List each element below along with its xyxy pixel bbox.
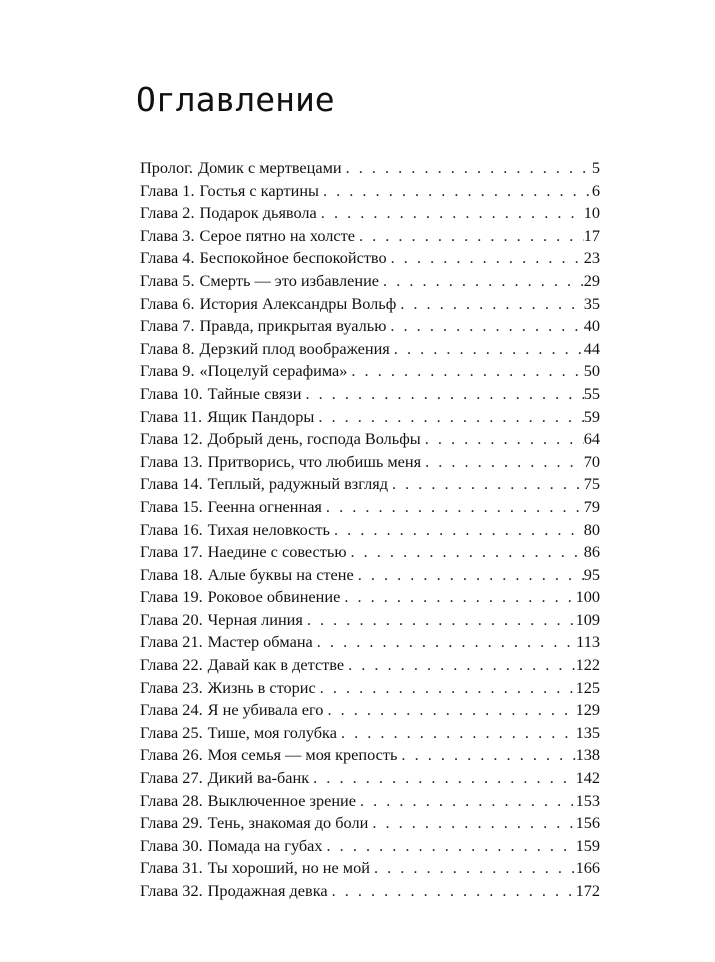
toc-page-number: 35	[583, 293, 600, 313]
dot-leader	[390, 315, 583, 338]
toc-chapter-number: Глава 27.	[140, 768, 203, 788]
dot-leader	[344, 586, 575, 609]
toc-page-number: 113	[576, 632, 600, 652]
toc-page-number: 100	[575, 587, 600, 607]
dot-leader	[394, 338, 584, 361]
toc-entry	[140, 293, 600, 316]
toc-entry-label	[140, 315, 390, 338]
dot-leader	[358, 564, 584, 587]
toc-page-number: 40	[583, 316, 600, 336]
toc-chapter-number: Глава 32.	[140, 881, 203, 900]
toc-entry	[140, 338, 600, 361]
toc-entry	[140, 631, 600, 654]
toc-entry-label	[140, 654, 348, 677]
toc-chapter-title: Смерть — это избавление	[199, 270, 380, 290]
toc-page-number: 5	[591, 158, 600, 177]
toc-entry-label	[140, 767, 313, 790]
toc-entry	[140, 519, 600, 542]
toc-chapter-number: Глава 28.	[140, 790, 203, 810]
toc-entry	[140, 428, 600, 451]
toc-entry-label	[140, 496, 326, 519]
toc-entry	[140, 315, 600, 338]
toc-chapter-number: Глава 20.	[140, 609, 203, 629]
toc-chapter-title: Ящик Пандоры	[207, 406, 315, 426]
toc-entry	[140, 790, 600, 813]
toc-chapter-title: Геенна огненная	[207, 496, 322, 516]
toc-chapter-title: Тайные связи	[207, 383, 302, 403]
toc-chapter-number: Глава 26.	[140, 745, 203, 765]
toc-chapter-title: Помада на губах	[207, 835, 323, 855]
toc-chapter-number: Глава 19.	[140, 587, 203, 607]
toc-entry	[140, 744, 600, 767]
toc-entry	[140, 202, 600, 225]
toc-chapter-title: История Александры Вольф	[199, 293, 397, 313]
toc-page-number: 142	[575, 768, 600, 788]
toc-page-number: 55	[583, 383, 600, 403]
toc-chapter-title: Наедине с совестью	[207, 542, 347, 562]
toc-page-number: 109	[575, 609, 600, 629]
toc-entry	[140, 473, 600, 496]
toc-entry-label	[140, 338, 394, 361]
toc-entry-label	[140, 631, 317, 654]
dot-leader	[320, 677, 576, 700]
dot-leader	[348, 654, 575, 677]
toc-entry-label	[140, 202, 321, 225]
toc-chapter-number: Пролог.	[140, 158, 194, 177]
toc-entry-label	[140, 812, 372, 835]
toc-chapter-number: Глава 7.	[140, 316, 195, 336]
toc-page-number: 172	[575, 881, 600, 900]
toc-chapter-title: Тише, моя голубка	[207, 722, 337, 742]
dot-leader	[317, 631, 576, 654]
toc-entry-label	[140, 609, 307, 632]
table-of-contents	[140, 157, 600, 903]
toc-entry	[140, 225, 600, 248]
toc-entry-label	[140, 157, 346, 180]
toc-entry	[140, 857, 600, 880]
dot-leader	[400, 293, 583, 316]
toc-entry-label	[140, 857, 374, 880]
toc-chapter-number: Глава 15.	[140, 496, 203, 516]
toc-chapter-title: Ты хороший, но не мой	[207, 858, 370, 878]
toc-chapter-title: Дикий ва-банк	[207, 768, 310, 788]
toc-entry	[140, 406, 600, 429]
toc-chapter-number: Глава 31.	[140, 858, 203, 878]
toc-entry-label	[140, 270, 383, 293]
toc-chapter-title: Тень, знакомая до боли	[207, 813, 369, 833]
dot-leader	[305, 383, 583, 406]
dot-leader	[401, 744, 575, 767]
toc-entry-label	[140, 225, 359, 248]
toc-entry-label	[140, 293, 400, 316]
toc-chapter-title: Выключенное зрение	[207, 790, 356, 810]
toc-chapter-title: Моя семья — моя крепость	[207, 745, 398, 765]
toc-chapter-title: Притворись, что любишь меня	[207, 451, 422, 471]
toc-page-number: 79	[583, 496, 600, 516]
toc-entry	[140, 880, 600, 903]
toc-entry-label	[140, 790, 360, 813]
toc-chapter-number: Глава 17.	[140, 542, 203, 562]
dot-leader	[323, 180, 590, 203]
toc-page-number: 10	[583, 203, 600, 223]
toc-chapter-title: Алые буквы на стене	[207, 564, 354, 584]
toc-entry-label	[140, 880, 332, 903]
toc-page-number: 75	[583, 474, 600, 494]
toc-page-number: 138	[575, 745, 600, 765]
toc-chapter-number: Глава 21.	[140, 632, 203, 652]
toc-entry-label	[140, 451, 425, 474]
page-title: Оглавление	[136, 80, 335, 119]
dot-leader	[374, 857, 576, 880]
toc-entry	[140, 654, 600, 677]
toc-chapter-title: Гостья с картины	[199, 180, 319, 200]
toc-entry-label	[140, 677, 320, 700]
toc-chapter-number: Глава 22.	[140, 655, 203, 675]
dot-leader	[372, 812, 575, 835]
toc-page-number: 80	[583, 519, 600, 539]
toc-entry-label	[140, 699, 327, 722]
toc-chapter-title: Роковое обвинение	[207, 587, 341, 607]
toc-entry-label	[140, 383, 305, 406]
toc-chapter-title: Продажная девка	[207, 881, 328, 900]
toc-page-number: 6	[591, 180, 600, 200]
toc-entry-label	[140, 564, 358, 587]
toc-page-number: 70	[583, 451, 600, 471]
toc-entry	[140, 835, 600, 858]
dot-leader	[318, 406, 583, 429]
toc-page-number: 95	[583, 564, 600, 584]
toc-page-number: 122	[575, 655, 600, 675]
toc-chapter-title: Добрый день, господа Вольфы	[207, 429, 421, 449]
toc-chapter-number: Глава 11.	[140, 406, 203, 426]
toc-chapter-title: Дерзкий плод воображения	[199, 338, 390, 358]
toc-chapter-title: Тихая неловкость	[207, 519, 330, 539]
toc-entry-label	[140, 541, 351, 564]
dot-leader	[392, 473, 584, 496]
dot-leader	[360, 790, 576, 813]
toc-chapter-number: Глава 14.	[140, 474, 203, 494]
toc-page-number: 44	[583, 338, 600, 358]
toc-entry	[140, 722, 600, 745]
toc-chapter-number: Глава 16.	[140, 519, 203, 539]
dot-leader	[334, 519, 584, 542]
toc-entry	[140, 180, 600, 203]
dot-leader	[321, 202, 584, 225]
dot-leader	[383, 270, 584, 293]
toc-entry-label	[140, 722, 341, 745]
toc-chapter-title: Беспокойное беспокойство	[199, 248, 387, 268]
toc-page-number: 153	[575, 790, 600, 810]
toc-page-number: 59	[583, 406, 600, 426]
toc-chapter-title: Серое пятно на холсте	[199, 225, 355, 245]
toc-chapter-number: Глава 5.	[140, 270, 195, 290]
toc-entry	[140, 699, 600, 722]
toc-chapter-number: Глава 24.	[140, 700, 203, 720]
toc-entry	[140, 564, 600, 587]
toc-entry	[140, 451, 600, 474]
dot-leader	[327, 835, 576, 858]
toc-entry	[140, 767, 600, 790]
toc-chapter-number: Глава 13.	[140, 451, 203, 471]
toc-entry-label	[140, 835, 327, 858]
toc-chapter-number: Глава 3.	[140, 225, 195, 245]
toc-chapter-number: Глава 1.	[140, 180, 195, 200]
dot-leader	[307, 609, 576, 632]
toc-chapter-title: Мастер обмана	[207, 632, 313, 652]
toc-entry	[140, 157, 600, 180]
dot-leader	[351, 360, 583, 383]
toc-chapter-number: Глава 2.	[140, 203, 195, 223]
toc-chapter-title: Домик с мертвецами	[198, 158, 342, 177]
toc-entry-label	[140, 180, 323, 203]
toc-entry-label	[140, 360, 351, 383]
toc-chapter-number: Глава 29.	[140, 813, 203, 833]
toc-chapter-number: Глава 12.	[140, 429, 203, 449]
toc-entry	[140, 496, 600, 519]
toc-chapter-number: Глава 6.	[140, 293, 195, 313]
toc-chapter-number: Глава 8.	[140, 338, 195, 358]
dot-leader	[346, 157, 590, 180]
toc-entry	[140, 270, 600, 293]
dot-leader	[313, 767, 575, 790]
dot-leader	[425, 451, 584, 474]
toc-chapter-number: Глава 10.	[140, 383, 203, 403]
toc-chapter-title: Я не убивала его	[207, 700, 324, 720]
toc-entry	[140, 360, 600, 383]
toc-chapter-number: Глава 23.	[140, 677, 203, 697]
toc-entry	[140, 247, 600, 270]
dot-leader	[326, 496, 584, 519]
dot-leader	[341, 722, 576, 745]
dot-leader	[327, 699, 575, 722]
toc-page-number: 86	[583, 542, 600, 562]
toc-entry-label	[140, 406, 318, 429]
toc-entry-label	[140, 586, 344, 609]
toc-page-number: 129	[575, 700, 600, 720]
toc-page-number: 64	[583, 429, 600, 449]
dot-leader	[359, 225, 584, 248]
toc-chapter-title: «Поцелуй серафима»	[199, 361, 348, 381]
toc-chapter-number: Глава 9.	[140, 361, 195, 381]
toc-chapter-title: Давай как в детстве	[207, 655, 345, 675]
toc-page-number: 17	[583, 225, 600, 245]
toc-entry-label	[140, 744, 401, 767]
dot-leader	[425, 428, 584, 451]
toc-chapter-title: Жизнь в сторис	[207, 677, 316, 697]
toc-entry	[140, 812, 600, 835]
toc-page-number: 23	[583, 248, 600, 268]
dot-leader	[351, 541, 584, 564]
toc-entry-label	[140, 519, 334, 542]
toc-entry	[140, 383, 600, 406]
toc-page-number: 125	[575, 677, 600, 697]
toc-page-number: 159	[575, 835, 600, 855]
toc-entry-label	[140, 428, 425, 451]
toc-chapter-title: Черная линия	[207, 609, 303, 629]
toc-page-number: 135	[575, 722, 600, 742]
dot-leader	[391, 247, 584, 270]
toc-entry	[140, 541, 600, 564]
toc-page-number: 50	[583, 361, 600, 381]
toc-chapter-title: Теплый, радужный взгляд	[207, 474, 388, 494]
toc-chapter-title: Подарок дьявола	[199, 203, 317, 223]
toc-entry-label	[140, 247, 391, 270]
toc-entry	[140, 677, 600, 700]
toc-chapter-number: Глава 25.	[140, 722, 203, 742]
dot-leader	[332, 880, 576, 903]
toc-page-number: 29	[583, 270, 600, 290]
toc-chapter-number: Глава 30.	[140, 835, 203, 855]
toc-entry	[140, 609, 600, 632]
toc-chapter-number: Глава 4.	[140, 248, 195, 268]
toc-chapter-number: Глава 18.	[140, 564, 203, 584]
toc-entry	[140, 586, 600, 609]
toc-page-number: 156	[575, 813, 600, 833]
toc-chapter-title: Правда, прикрытая вуалью	[199, 316, 387, 336]
toc-entry-label	[140, 473, 392, 496]
toc-page-number: 166	[575, 858, 600, 878]
